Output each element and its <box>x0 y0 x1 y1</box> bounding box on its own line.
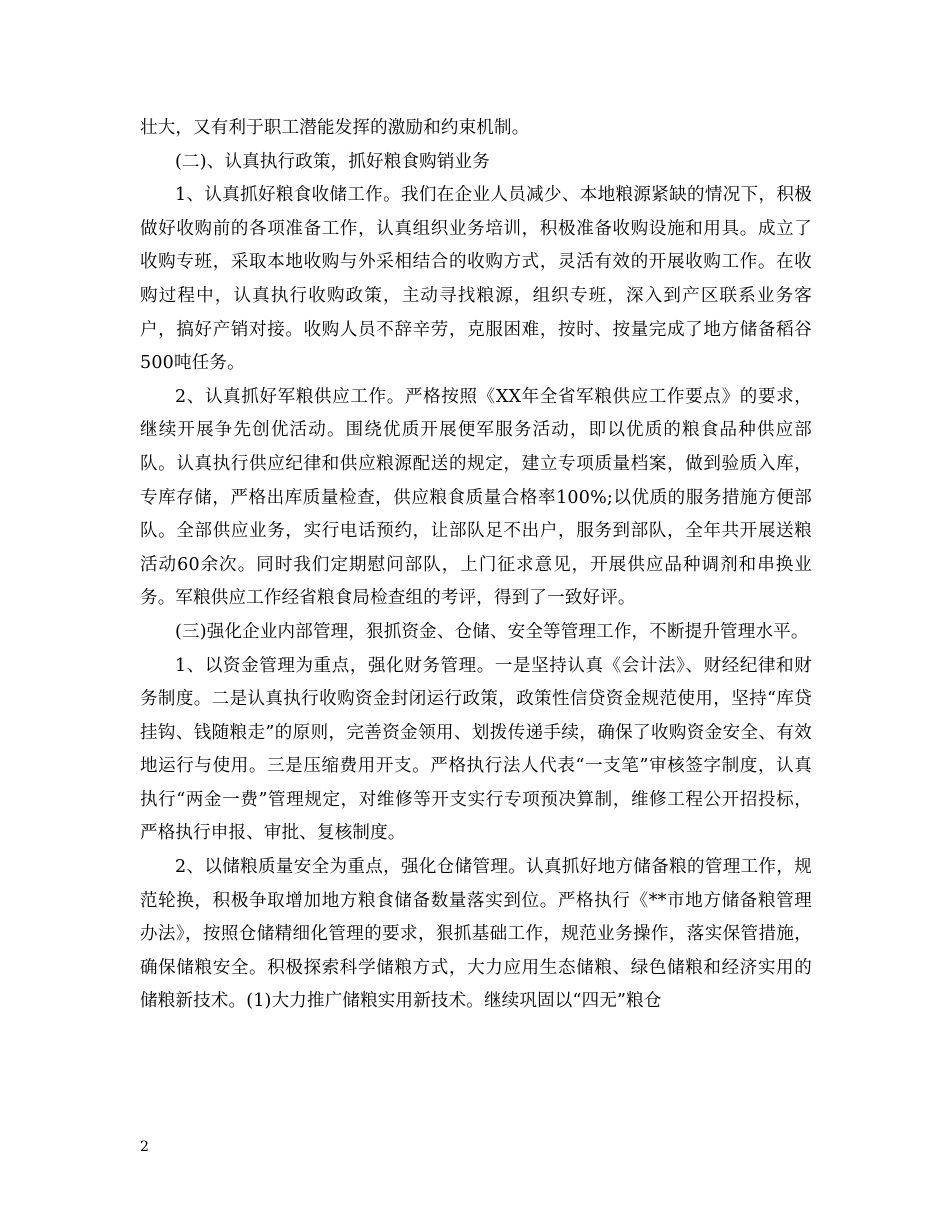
section-heading-3: (三)强化企业内部管理，狠抓资金、仓储、安全等管理工作，不断提升管理水平。 <box>175 621 809 642</box>
paragraph-grain-purchase: 1、认真抓好粮食收储工作。我们在企业人员减少、本地粮源紧缺的情况下，积极做好收购前的各项准备工作，认真组织业务培训，积极准备收购设施和用具。成立了收购专班，采取本地收购与外采相结合的收购方式，灵活有效的开展收购工作。在收购过程中，认真执行收购政策，主动寻找粮源，组织专班，深入到产区联系业务客户，搞好产销对接。收购人员不辞辛劳，克服困难，按时、按量完成了地方储备稻谷500吨任务。 <box>140 185 812 374</box>
paragraph-military-grain: 2、认真抓好军粮供应工作。严格按照《XX年全省军粮供应工作要点》的要求，继续开展争先创优活动。围绕优质开展便军服务活动，即以优质的粮食品种供应部队。认真执行供应纪律和供应粮源配送的规定，建立专项质量档案，做到验质入库，专库存储，严格出库质量检查，供应粮食质量合格率100%;以优质的服务措施方便部队。全部供应业务，实行电话预约，让部队足不出户，服务到部队，全年共开展送粮活动60余次。同时我们定期慰问部队，上门征求意见，开展供应品种调剂和串换业务。军粮供应工作经省粮食局检查组的考评，得到了一致好评。 <box>140 386 812 609</box>
paragraph-storage-management: 2、以储粮质量安全为重点，强化仓储管理。认真抓好地方储备粮的管理工作，规范轮换，积极争取增加地方粮食储备数量落实到位。严格执行《**市地方储备粮管理办法》，按照仓储精细化管理的要求，狠抓基础工作，规范业务操作，落实保管措施，确保储粮安全。积极探索科学储粮方式，大力应用生态储粮、绿色储粮和经济实用的储粮新技术。(1)大力推广储粮实用新技术。继续巩固以“四无”粮仓 <box>140 857 812 1012</box>
paragraph-continuation: 壮大，又有利于职工潜能发挥的激励和约束机制。 <box>140 118 530 138</box>
paragraph-finance-management: 1、以资金管理为重点，强化财务管理。一是坚持认真《会计法》、财经纪律和财务制度。二是认真执行收购资金封闭运行政策，政策性信贷资金规范使用，坚持“库贷挂钩、钱随粮走”的原则，完善资金领用、划拨传递手续，确保了收购资金安全、有效地运行与使用。三是压缩费用开支。严格执行法人代表“一支笔”审核签字制度，认真执行“两金一费”管理规定，对维修等开支实行专项预决算制，维修工程公开招投标，严格执行申报、审批、复核制度。 <box>140 655 812 844</box>
section-heading-2: (二)、认真执行政策，抓好粮食购销业务 <box>175 151 490 172</box>
body-text <box>140 112 812 1019</box>
page-number: 2 <box>140 1139 149 1155</box>
